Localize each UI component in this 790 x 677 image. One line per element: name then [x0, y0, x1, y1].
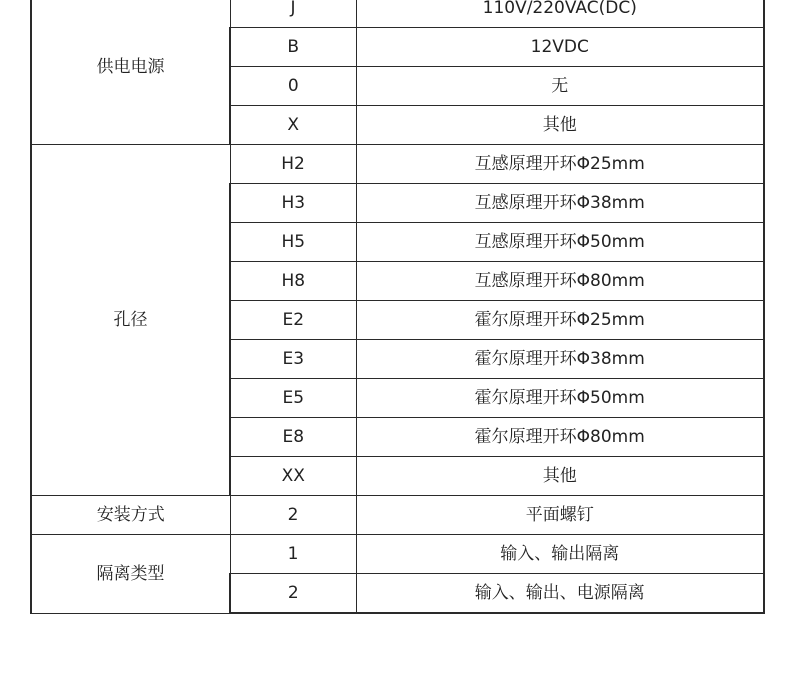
description-cell: 互感原理开环Φ50mm: [356, 223, 764, 262]
code-cell: 2: [230, 496, 356, 535]
code-cell: H2: [230, 145, 356, 184]
code-cell: E2: [230, 301, 356, 340]
description-cell: 互感原理开环Φ38mm: [356, 184, 764, 223]
code-cell: X: [230, 106, 356, 145]
code-cell: B: [230, 28, 356, 67]
code-cell: 2: [230, 574, 356, 614]
description-cell: 其他: [356, 106, 764, 145]
description-cell: 平面螺钉: [356, 496, 764, 535]
description-cell: 输入、输出、电源隔离: [356, 574, 764, 614]
table-row: [31, 496, 764, 535]
description-cell: 霍尔原理开环Φ25mm: [356, 301, 764, 340]
code-cell: H8: [230, 262, 356, 301]
category-cell: 供电电源: [31, 0, 230, 145]
code-cell: H5: [230, 223, 356, 262]
description-cell: 输入、输出隔离: [356, 535, 764, 574]
category-cell: 安装方式: [31, 496, 230, 535]
description-cell: 互感原理开环Φ80mm: [356, 262, 764, 301]
description-cell: 其他: [356, 457, 764, 496]
description-cell: 110V/220VAC(DC): [356, 0, 764, 28]
description-cell: 无: [356, 67, 764, 106]
code-cell: H3: [230, 184, 356, 223]
code-cell: 0: [230, 67, 356, 106]
table-row: [31, 535, 764, 574]
description-cell: 霍尔原理开环Φ50mm: [356, 379, 764, 418]
category-cell: 孔径: [31, 145, 230, 496]
code-cell: J: [230, 0, 356, 28]
description-cell: 12VDC: [356, 28, 764, 67]
code-cell: E3: [230, 340, 356, 379]
spec-table: [30, 0, 765, 614]
category-cell: 隔离类型: [31, 535, 230, 614]
code-cell: XX: [230, 457, 356, 496]
code-cell: E5: [230, 379, 356, 418]
code-cell: 1: [230, 535, 356, 574]
table-row: [31, 0, 764, 28]
table-row: [31, 145, 764, 184]
code-cell: E8: [230, 418, 356, 457]
description-cell: 互感原理开环Φ25mm: [356, 145, 764, 184]
description-cell: 霍尔原理开环Φ38mm: [356, 340, 764, 379]
description-cell: 霍尔原理开环Φ80mm: [356, 418, 764, 457]
